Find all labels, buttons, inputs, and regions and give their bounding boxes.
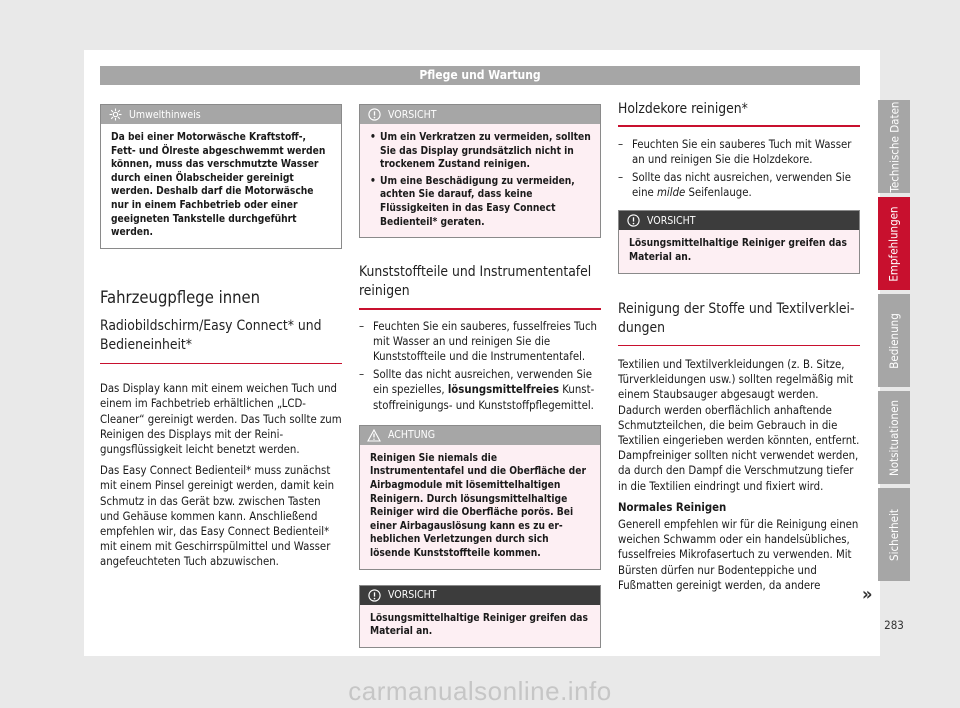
instruction-item: – Sollte das nicht ausreichen, verwenden Sie eine milde Seifenlauge. — [618, 170, 852, 200]
side-tab-emergencies[interactable]: Notsituationen — [878, 391, 910, 484]
caution-title: VORSICHT — [388, 589, 437, 602]
paragraph-normal-cleaning: Generell empfehlen wir für die Reinigung einen weichen Schwamm oder ein handelsübliches, fusselfreies Mikrofasertuch zu verwenden. Mit Bürsten dürfen nur Bodenteppiche und Fußmatten gereinigt werden, da andere — [618, 518, 859, 592]
caution-item: • Um ein Verkratzen zu vermeiden, sollten Sie das Display grundsätzlich nicht in trockenem Zustand reinigen. — [370, 132, 591, 171]
warning-text: Reinigen Sie niemals die Instrumententafel und die Oberfläche der Airbagmodule mit lösemittelhaltigen Reinigern. Durch lösungsmittelhaltige Reiniger wird die Oberfläche porös. Bei einer Airbagauslösung kann es zu erheblichen Verletzungen durch sich lösende Kunststoffteile kommen. — [360, 445, 600, 569]
caution-icon — [619, 214, 647, 227]
side-tab-safety[interactable]: Sicherheit — [878, 488, 910, 581]
paragraph-display-cleaning: Das Display kann mit einem weichen Tuch und einem im Fachbetrieb erhältlichen „LCD-Cleaner“ gereinigt werden. Das Tuch sollte zum Reinigen des Displays mit der Reinigungsflüssigkeit leicht benetzt werden. — [100, 382, 342, 457]
environment-note-title: Umwelthinweis — [129, 108, 201, 121]
caution-box-display — [359, 104, 601, 238]
environment-note-header — [101, 105, 341, 124]
caution-header — [619, 211, 859, 230]
environment-note-box — [100, 104, 342, 249]
watermark: carmanualsonline.info — [348, 676, 612, 706]
caution-icon — [360, 589, 388, 602]
side-tab-technical-data[interactable]: Technische Daten — [878, 100, 910, 193]
section-divider — [618, 125, 860, 127]
page-number: 283 — [884, 618, 904, 632]
section-title-plastic-parts: Kunststoffteile und Instrumententafel reinigen — [359, 264, 592, 300]
caution-body — [360, 124, 600, 237]
caution-header — [360, 105, 600, 124]
section-title-interior-care: Fahrzeugpflege innen — [100, 287, 261, 307]
section-divider — [359, 308, 601, 310]
instruction-item: – Feuchten Sie ein sauberes Tuch mit Wasser an und reinigen Sie die Holzdekore. — [618, 137, 852, 166]
subsection-title-radio-display: Radiobildschirm/Easy Connect* und Bedieneinheit* — [100, 317, 322, 353]
environment-note-text: Da bei einer Motorwäsche Kraftstoff-, Fett- und Ölreste abgeschwemmt werden können, muss das verschmutzte Wasser durch einen Ölabscheider gereinigt werden. Deshalb darf die Motorwäsche nur in einem Fachbetrieb oder einer geeigneten Tankstelle durchgeführt werden. — [101, 124, 341, 248]
caution-title: VORSICHT — [388, 108, 437, 121]
warning-header — [360, 426, 600, 445]
caution-header — [360, 586, 600, 605]
section-title-textiles: Reinigung der Stoffe und Textilverkleidungen — [618, 300, 855, 336]
caution-item: • Um eine Beschädigung zu vermeiden, achten Sie darauf, dass keine Flüssigkeiten in das Easy Connect Bedienteil* geraten. — [370, 175, 575, 228]
environment-icon — [101, 108, 129, 121]
section-divider — [618, 345, 860, 347]
warning-triangle-icon — [360, 429, 388, 442]
subheading-normal-cleaning: Normales Reinigen — [618, 500, 727, 514]
caution-box-wood — [618, 210, 860, 273]
continue-marker: » — [862, 584, 873, 605]
column-2 — [359, 104, 601, 648]
section-divider — [100, 363, 342, 365]
warning-box — [359, 425, 601, 570]
instruction-item: – Feuchten Sie ein sauberes, fusselfreies Tuch mit Wasser an und reinigen Sie die Kunststoffteile und die Instrumententafel. — [359, 319, 597, 364]
caution-title: VORSICHT — [647, 214, 696, 227]
caution-icon — [360, 108, 388, 121]
paragraph-easy-connect-cleaning: Das Easy Connect Bedienteil* muss zunächst mit einem Pinsel gereinigt werden, damit kein Schmutz in das Gerät bzw. zwischen Tasten und Gehäuse kommen kann. Anschließend empfehlen wir, das Easy Connect Bedienteil* mit einem mit Geschirrspülmittel und Wasser angefeuchteten Tuch abzuwischen. — [100, 464, 335, 569]
column-1 — [100, 104, 342, 570]
page-header: Pflege und Wartung — [100, 66, 860, 85]
side-tab-recommendations[interactable]: Empfehlungen — [878, 197, 910, 290]
warning-title: ACHTUNG — [388, 429, 436, 442]
section-title-wood-trim: Holzdekore reinigen* — [618, 101, 748, 117]
side-tab-operation[interactable]: Bedienung — [878, 294, 910, 387]
caution-text: Lösungsmittelhaltige Reiniger greifen das Material an. — [360, 605, 600, 647]
instruction-item: – Sollte das nicht ausreichen, verwenden Sie ein spezielles, lösungsmittelfreies Kunststoffreinigungs- und Kunststoffpflegemittel. — [359, 368, 595, 412]
paragraph-textile-cleaning: Textilien und Textilverkleidungen (z. B. Sitze, Türverkleidungen usw.) sollten regelmäßig mit einem Staubsauger abgesaugt werden. Dadurch werden oberflächlich anhaftende Schmutzteilchen, die beim Gebrauch in die Textilien eingerieben werden könnten, entfernt. Dampfreiniger sollten nicht verwendet werden, da durch den Dampf die Verschmutzung tiefer in die Textilien eindringt und fixiert wird. — [618, 358, 860, 493]
column-3 — [618, 100, 860, 593]
caution-text: Lösungsmittelhaltige Reiniger greifen das Material an. — [619, 230, 859, 272]
caution-box-solvents — [359, 585, 601, 648]
